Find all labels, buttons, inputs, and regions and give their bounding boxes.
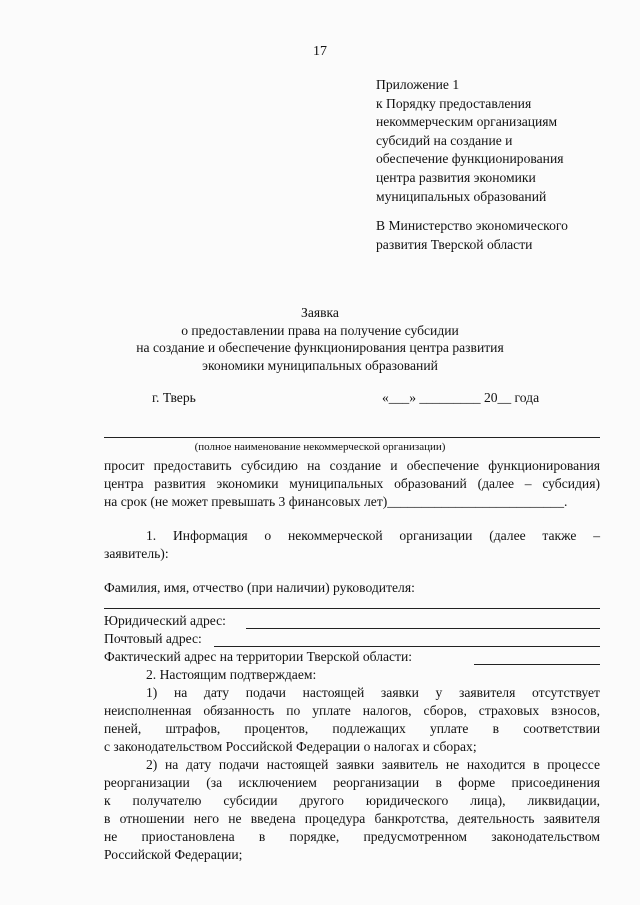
section2-item1-line: с законодательством Российской Федерации о налогах и сборах;: [104, 739, 477, 754]
page-number: 17: [313, 44, 327, 59]
legal-address-line[interactable]: [246, 628, 600, 629]
section2-item2-line: не приостановлена в порядке, предусмотренном законодательством: [104, 829, 600, 844]
postal-address-line[interactable]: [214, 646, 600, 647]
org-name-caption: (полное наименование некоммерческой организации): [194, 441, 446, 453]
head-name-line[interactable]: [104, 608, 600, 609]
appendix-line: обеспечение функционирования: [376, 151, 564, 167]
document-title: [0, 304, 640, 374]
title-line: экономики муниципальных образований: [202, 357, 438, 373]
section2-item2-line: к получателю субсидии другого юридического лица), ликвидации,: [104, 793, 600, 808]
request-line: центра развития экономики муниципальных образований (далее – субсидия): [104, 476, 600, 491]
section2-item2-line: 2) на дату подачи настоящей заявки заявитель не находится в процессе: [146, 757, 600, 772]
addressee-line: В Министерство экономического: [376, 218, 568, 233]
appendix-line: к Порядку предоставления: [376, 95, 532, 111]
request-term-line: на срок (не может превышать 3 финансовых лет)__________________________.: [104, 494, 568, 509]
org-name-line[interactable]: [104, 437, 600, 438]
head-name-label: Фамилия, имя, отчество (при наличии) руководителя:: [104, 580, 415, 595]
date-field[interactable]: «___» _________ 20__ года: [382, 390, 540, 405]
section2-heading: 2. Настоящим подтверждаем:: [146, 667, 317, 682]
section1-heading-cont: заявитель):: [104, 546, 169, 561]
appendix-block: [376, 76, 563, 206]
appendix-line: Приложение 1: [376, 77, 460, 92]
section1-heading: 1. Информация о некоммерческой организации (далее также –: [146, 528, 600, 543]
appendix-line: центра развития экономики: [376, 169, 536, 185]
section2-item2-line: реорганизации (за исключением реорганизации в форме присоединения: [104, 775, 600, 790]
actual-address-line[interactable]: [474, 664, 600, 665]
legal-address-label: Юридический адрес:: [104, 613, 226, 628]
appendix-line: муниципальных образований: [376, 188, 547, 204]
appendix-line: некоммерческим организациям: [376, 114, 558, 130]
title-line: о предоставлении права на получение субсидии: [181, 322, 459, 338]
section2-item2-line: Российской Федерации;: [104, 847, 243, 862]
postal-address-label: Почтовый адрес:: [104, 631, 202, 646]
section2-item2-line: в отношении него не введена процедура банкротства, деятельность заявителя: [104, 811, 600, 826]
request-line: просит предоставить субсидию на создание и обеспечение функционирования: [104, 458, 600, 473]
actual-address-label: Фактический адрес на территории Тверской области:: [104, 649, 413, 664]
section2-item1-line: неисполненная обязанность по уплате налогов, сборов, страховых взносов,: [104, 703, 600, 718]
addressee-block: [376, 217, 568, 254]
title-line: Заявка: [301, 305, 339, 320]
section2-item1-line: пеней, штрафов, процентов, подлежащих уплате в соответствии: [104, 721, 600, 736]
title-line: на создание и обеспечение функционирования центра развития: [136, 340, 504, 355]
appendix-line: субсидий на создание и: [376, 132, 513, 148]
section2-item1-line: 1) на дату подачи настоящей заявки у заявителя отсутствует: [146, 685, 600, 700]
addressee-line: развития Тверской области: [376, 236, 533, 252]
place-label: г. Тверь: [152, 390, 196, 405]
